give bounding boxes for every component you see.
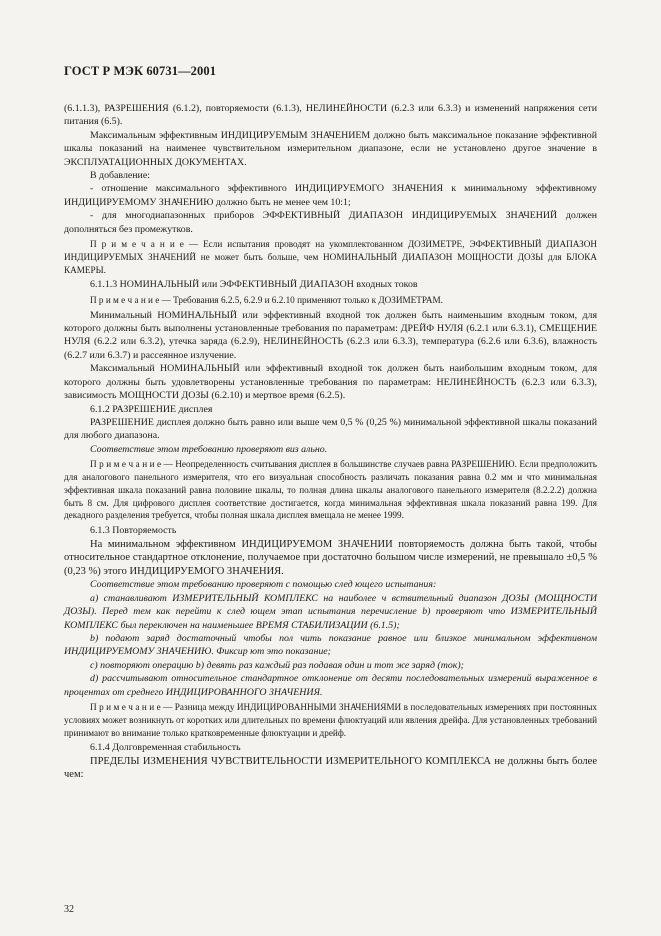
section-heading: 6.1.2 РАЗРЕШЕНИЕ дисплея <box>90 403 213 415</box>
note-paragraph: П р и м е ч а н и е — Разница между ИНДИЦИРОВАННЫМИ ЗНАЧЕНИЯМИ в последовательных измерениях при постоянных условиях может возникнуть от коротких или длительных по времени флюктуаций или явления дрейфа. Для установленных требований принимают во внимание только кратковременные флюктуации и дрейф. <box>64 701 597 738</box>
paragraph: b) подают заряд достаточный чтобы пол чить показание равное или близкое минимальном эффективном ИНДИЦИРУЕМОМУ ЗНАЧЕНИЮ. Фиксир ют это показание; <box>64 632 597 658</box>
paragraph: Соответствие этом требованию проверяют виз ально. <box>90 443 328 455</box>
section-heading: 6.1.3 Повторяемость <box>90 525 177 537</box>
section-heading: 6.1.4 Долговременная стабильность <box>90 742 241 754</box>
section-heading: 6.1.1.3 НОМИНАЛЬНЫЙ или ЭФФЕКТИВНЫЙ ДИАПАЗОН входных токов <box>90 279 418 291</box>
page-number: 32 <box>64 904 74 915</box>
paragraph: РАЗРЕШЕНИЕ дисплея должно быть равно или выше чем 0,5 % (0,25 %) минимальной эффективной шкалы показаний для любого диапазона. <box>64 416 597 442</box>
paragraph: (6.1.1.3), РАЗРЕШЕНИЯ (6.1.2), повторяемости (6.1.3), НЕЛИНЕЙНОСТИ (6.2.3 или 6.3.3) и изменений напряжения сети питания (6.5). <box>64 103 597 128</box>
paragraph: а) станавливают ИЗМЕРИТЕЛЬНЫЙ КОМПЛЕКС на наиболее ч вствительный диапазон ДОЗЫ (МОЩНОСТИ ДОЗЫ). Перед тем как перейти к след ющем этап испытания перечисление b) проверяют что ИЗМЕРИТЕЛЬНЫЙ КОМПЛЕКС был переключен на наименьшее ВРЕМЯ СТАБИЛИЗАЦИИ (6.1.5); <box>64 592 597 631</box>
paragraph: В добавление: <box>90 170 150 182</box>
paragraph: На минимальном эффективном ИНДИЦИРУЕМОМ ЗНАЧЕНИИ повторяемость должна быть такой, чтобы относительное стандартное отклонение, получаемое при достаточно большом числе измерений, не превышало ±0,5 % (0,23 %) этого ИНДИЦИРУЕМОГО ЗНАЧЕНИЯ. <box>64 538 597 577</box>
paragraph: ПРЕДЕЛЫ ИЗМЕНЕНИЯ ЧУВСТВИТЕЛЬНОСТИ ИЗМЕРИТЕЛЬНОГО КОМПЛЕКСА не должны быть более чем: <box>64 755 597 781</box>
paragraph: c) повторяют операцию b) девять раз каждый раз подавая один и тот же заряд (ток); <box>90 659 464 671</box>
paragraph: Максимальным эффективным ИНДИЦИРУЕМЫМ ЗНАЧЕНИЕМ должно быть максимальное показание эффективной шкалы показаний на наименее чувствительном измерительном диапазоне, если не установлено другое значение в ЭКСПЛУАТАЦИОННЫХ ДОКУМЕНТАХ. <box>64 129 597 168</box>
note-paragraph: П р и м е ч а н и е — Требования 6.2.5, 6.2.9 и 6.2.10 применяют только к ДОЗИМЕТРАМ. <box>90 294 443 305</box>
note-paragraph: П р и м е ч а н и е — Если испытания проводят на укомплектованном ДОЗИМЕТРЕ, ЭФФЕКТИВНЫЙ ДИАПАЗОН ИНДИЦИРУЕМЫХ ЗНАЧЕНИЙ не может быть больше, чем НОМИНАЛЬНЫЙ ДИАПАЗОН МОЩНОСТИ ДОЗЫ для БЛОКА КАМЕРЫ. <box>64 239 597 275</box>
standard-header: ГОСТ Р МЭК 60731—2001 <box>64 64 217 78</box>
paragraph: Максимальный НОМИНАЛЬНЫЙ или эффективный входной ток должен быть наибольшим входным током, для которого должны быть удовлетворены установленные требования по параметрам: НЕЛИНЕЙНОСТЬ (6.2.3 или 6.3.3), зависимость МОЩНОСТИ ДОЗЫ (6.2.10) и мертвое время (6.2.5). <box>64 363 597 402</box>
paragraph: Минимальный НОМИНАЛЬНЫЙ или эффективный входной ток должен быть наименьшим входным током, для которого должны быть выполнены установленные требования по параметрам: ДРЕЙФ НУЛЯ (6.2.1 или 6.3.1), СМЕЩЕНИЕ НУЛЯ (6.2.2 или 6.3.2), утечка заряда (6.2.9), НЕЛИНЕЙНОСТЬ (6.2.3 или 6.3.3), температура (6.2.6 или 6.3.6), влажность (6.2.7 или 6.3.7) и рассеянное излучение. <box>64 309 597 361</box>
paragraph: d) рассчитывают относительное стандартное отклонение от десяти последовательных измерений выраженное в процентах от среднего ИНДИЦИРОВАННОГО ЗНАЧЕНИЯ. <box>64 673 597 698</box>
note-paragraph: П р и м е ч а н и е — Неопределенность считывания дисплея в большинстве случаев равна РАЗРЕШЕНИЮ. Если предположить для аналогового панельного измерителя, что его визуальная способность различать показания равна 0.2 мм и что минимальная эффективная шкала показаний равна половине шкалы, то полная длина шкалы аналогового панельного измерителя (8.2.2.2) должна быть 8 см. Для цифрового дисплея соответствие достигается, когда минимальная эффективная шкала показаний равна 199. Для декадного разделения требуется, чтобы полная шкала дисплея вмещала не менее 1999. <box>64 459 597 521</box>
paragraph: - для многодиапазонных приборов ЭФФЕКТИВНЫЙ ДИАПАЗОН ИНДИЦИРУЕМЫХ ЗНАЧЕНИЙ должен дополняться без промежутков. <box>64 210 597 235</box>
paragraph: Соответствие этом требованию проверяют с помощью след ющего испытания: <box>90 579 437 591</box>
document-body <box>64 102 597 782</box>
paragraph: - отношение максимального эффективного ИНДИЦИРУЕМОГО ЗНАЧЕНИЯ к минимальному эффективному ИНДИЦИРУЕМОМУ ЗНАЧЕНИЮ должно быть не менее чем 10:1; <box>64 183 597 208</box>
